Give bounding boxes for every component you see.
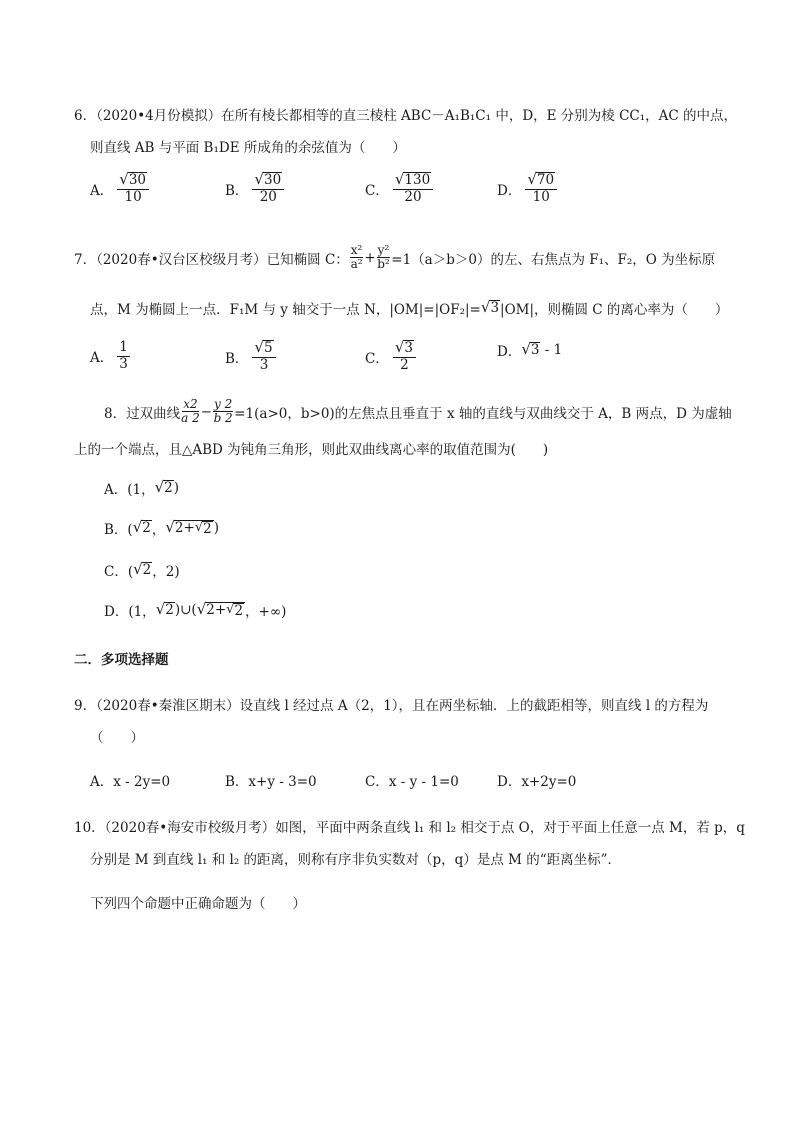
section-title: 二．多项选择题 (74, 652, 169, 668)
option-text: ，+∞) (245, 604, 287, 620)
q8-suffix: =1(a>0，b>0)的左焦点且垂直于 x 轴的直线与双曲线交于 A，B 两点，D 为虚轴 (234, 405, 732, 422)
q10-line3: 下列四个命题中正确命题为（ ） (90, 896, 306, 912)
q10-line1: 10．（2020春•海安市校级月考）如图，平面中两条直线 l₁ 和 l₂ 相交于点 O，对于平面上任意一点 M，若 p，q (74, 820, 745, 836)
sqrt: √ 3 (521, 340, 540, 359)
radicand: 2+ (174, 519, 195, 536)
radicand: 2 (164, 480, 173, 497)
q7-line2 (90, 298, 728, 318)
sqrt: √ 2 (132, 518, 151, 537)
q9-option-a: A．x - 2y=0 (90, 774, 171, 790)
q7-option-d (497, 340, 562, 360)
fraction: √ 5 3 (252, 340, 275, 373)
option-label: C． (365, 182, 389, 199)
q8-option-a (104, 478, 179, 498)
numerator: x2 (183, 397, 198, 411)
q9-option-b: B．x+y - 3=0 (225, 774, 317, 790)
denominator: 2 (400, 356, 409, 373)
option-label: A． (90, 182, 114, 199)
fraction: √ 30 20 (252, 172, 284, 205)
radicand: 5 (263, 340, 273, 356)
option-text: ) (173, 480, 180, 496)
sqrt: √ 3 (480, 298, 500, 317)
numerator: y² (377, 243, 390, 257)
radicand: 70 (536, 172, 555, 188)
radicand: 30 (263, 172, 282, 188)
denominator: b² (377, 257, 390, 272)
denominator: a 2 (181, 411, 200, 426)
q8-frac-y (213, 398, 233, 425)
option-label: A． (90, 350, 114, 367)
denominator: b 2 (213, 411, 233, 426)
q8-line1 (104, 398, 732, 425)
q7-suffix: =1（a＞b＞0）的左、右焦点为 F₁、F₂，O 为坐标原 (391, 251, 716, 268)
option-text: ，2) (152, 564, 180, 580)
denominator: 20 (404, 188, 422, 205)
q6-option-d (497, 172, 557, 205)
radicand: 3 (404, 340, 413, 356)
q6-line1: 6．（2020•4月份模拟）在所有棱长都相等的直三棱柱 ABC－A₁B₁C₁ 中，D，E 分别为棱 CC₁，AC 的中点， (74, 108, 738, 124)
q7-prefix: 7．（2020春•汉台区校级月考）已知椭圆 C： (74, 251, 349, 268)
q8-option-c (104, 560, 180, 580)
radicand: 3 (530, 342, 540, 359)
q9-line2: （ ） (90, 730, 144, 746)
q6-option-b (225, 172, 284, 205)
plus-sign: + (364, 249, 376, 266)
q9-line1: 9．（2020春•秦淮区期末）设直线 l 经过点 A（2，1），且在两坐标轴．上的截距相等，则直线 l 的方程为 (74, 698, 709, 714)
q6-option-c (365, 172, 433, 205)
q7-frac-x (350, 244, 364, 271)
radicand: 2+ (206, 601, 227, 618)
sqrt-outer: √ 2+ √ 2 (165, 517, 212, 537)
denominator: 10 (124, 188, 142, 205)
numerator: y 2 (214, 397, 233, 411)
fraction (117, 340, 130, 372)
radicand: 130 (404, 172, 431, 188)
sqrt: √ 2 (133, 560, 152, 579)
q9-option-c: C．x - y - 1=0 (365, 774, 459, 790)
q7-line2-part1: 点，M 为椭圆上一点．F₁M 与 y 轴交于一点 N，|OM|=|OF₂|= (90, 302, 481, 318)
q6-option-a (90, 172, 149, 205)
q7-options (90, 340, 730, 380)
sqrt-inner: √ 2 (226, 601, 244, 619)
sqrt: √ 2 (154, 478, 173, 497)
option-label: D． (497, 182, 522, 199)
q8-option-b (104, 518, 219, 538)
fraction: √ 70 10 (525, 172, 557, 205)
denominator: 3 (259, 356, 269, 373)
q7-line2-part2: |OM|，则椭圆 C 的离心率为（ ） (500, 302, 729, 318)
denominator: 20 (259, 188, 277, 205)
numerator: 1 (119, 339, 128, 355)
option-text: ， (151, 522, 166, 538)
option-label: B． (225, 182, 249, 199)
option-text: B．( (104, 522, 133, 538)
minus-sign: − (200, 403, 213, 420)
option-label: B． (225, 350, 249, 367)
radicand: 2 (142, 520, 151, 537)
denominator: 3 (119, 355, 128, 372)
option-label: D． (497, 344, 522, 360)
q9-options (90, 770, 730, 810)
sqrt: √ 2 (155, 600, 174, 619)
radicand: 30 (128, 172, 146, 188)
sqrt-outer: √ 2+ √ 2 (196, 599, 244, 619)
option-text: C．( (104, 564, 134, 580)
q10-line2: 分别是 M 到直线 l₁ 和 l₂ 的距离，则称有序非负实数对（p，q）是点 M 的“距离坐标”． (90, 852, 622, 868)
q9-option-d: D．x+2y=0 (497, 774, 577, 790)
radicand: 2 (142, 562, 152, 579)
option-text: ) (213, 520, 219, 536)
q6-line2: 则直线 AB 与平面 B₁DE 所成角的余弦值为（ ） (90, 140, 406, 156)
denominator: 10 (532, 188, 550, 205)
q7-frac-y (377, 244, 391, 271)
q7-option-c (365, 340, 416, 373)
option-text: A．(1， (104, 482, 155, 498)
q8-line2: 上的一个端点，且△ABD 为钝角三角形，则此双曲线离心率的取值范围为( ) (74, 442, 549, 458)
option-label: C． (365, 350, 389, 367)
fraction: √ 30 10 (117, 172, 149, 205)
numerator: x² (350, 243, 363, 257)
option-tail: - 1 (540, 342, 563, 358)
radicand: 2 (165, 602, 174, 619)
radicand: 3 (490, 300, 500, 317)
radicand: 2 (203, 520, 212, 537)
q7-line1 (74, 244, 715, 271)
q7-option-b (225, 340, 276, 373)
q8-option-d (104, 600, 286, 620)
q8-frac-x (181, 398, 200, 425)
q8-prefix: 8．过双曲线 (104, 405, 181, 422)
sqrt-inner: √ 2 (194, 519, 212, 537)
denominator: a² (350, 257, 363, 272)
q6-options (90, 172, 730, 212)
fraction: √ 3 2 (393, 340, 416, 373)
fraction: √ 130 20 (393, 172, 433, 205)
option-text: )∪( (174, 602, 197, 618)
option-text: D．(1， (104, 604, 156, 620)
q7-option-a (90, 340, 130, 372)
radicand: 2 (234, 602, 244, 619)
